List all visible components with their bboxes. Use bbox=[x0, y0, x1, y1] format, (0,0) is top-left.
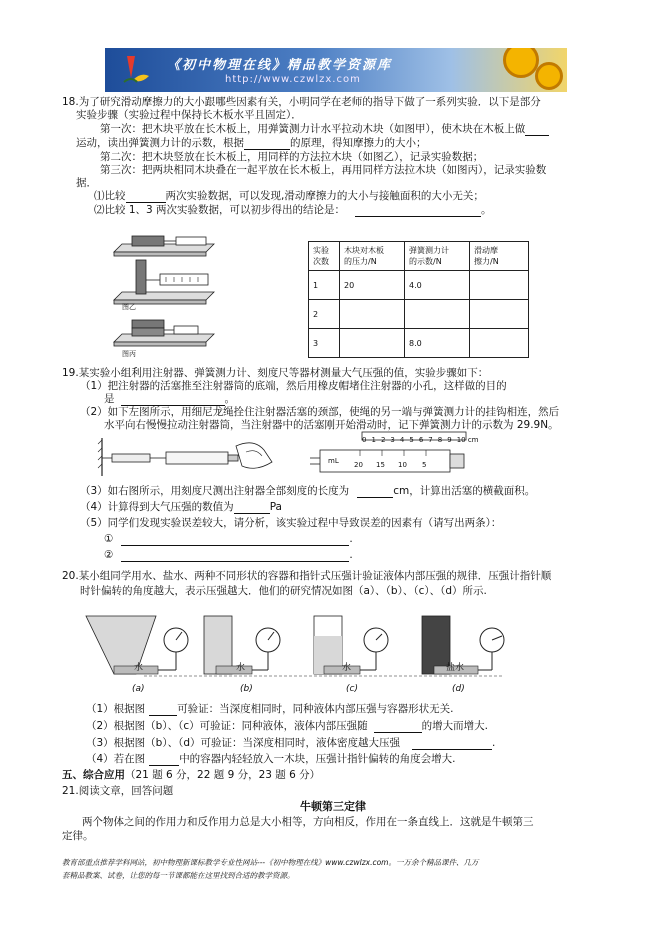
table-cell: 2 bbox=[309, 300, 340, 329]
table-header-cell: 弹簧测力计 的示数/N bbox=[405, 242, 470, 271]
answer-blank[interactable] bbox=[149, 704, 177, 716]
table-header-cell: 滑动摩 擦力/N bbox=[470, 242, 529, 271]
q18-line4-text: 运动，读出弹簧测力计的示数，根据 bbox=[76, 137, 244, 149]
q18-line3-text: 第一次：把木块平放在长木板上，用弹簧测力计水平拉动木块（如图甲），使木块在木板上做 bbox=[100, 123, 526, 135]
header-banner bbox=[105, 48, 567, 92]
q18-line4b-text: 的原理，得知摩擦力的大小； bbox=[290, 137, 427, 149]
q19-blank2 bbox=[104, 548, 353, 562]
syringe-pull-figure bbox=[96, 432, 296, 480]
footer-line1: 教育部重点推荐学科网站，初中物理新课标教学专业性网站---《初中物理在线》www.czwlzx.com。一万余个精品课件、几万 bbox=[62, 858, 479, 867]
table-cell: 1 bbox=[309, 271, 340, 300]
q18-sub2 bbox=[94, 203, 492, 217]
q19-step3 bbox=[80, 484, 535, 498]
q19-step4 bbox=[80, 500, 282, 514]
q18-sub1 bbox=[94, 189, 484, 203]
q18-line7: 据． bbox=[76, 177, 97, 189]
q20-s4 bbox=[86, 752, 456, 766]
answer-blank[interactable] bbox=[244, 138, 290, 150]
q20-line1: 20.某小组同学用水、盐水、两种不同形状的容器和指针式压强计验证液体内部压强的规律．压强计指针顺 bbox=[62, 570, 552, 582]
liquid-label-a: 水 bbox=[134, 663, 144, 673]
figure-yi bbox=[114, 260, 214, 304]
q19-step3b: cm，计算出活塞的横截面积。 bbox=[393, 485, 536, 497]
q19-blank1 bbox=[104, 532, 353, 546]
table-cell[interactable] bbox=[340, 300, 405, 329]
q19-step2b: 水平向右慢慢拉动注射器筒，当注射器中的活塞刚开始滑动时，记下弹簧测力计的示数为 29.9N。 bbox=[104, 419, 559, 431]
answer-blank[interactable] bbox=[355, 205, 481, 217]
table-cell: 4.0 bbox=[405, 271, 470, 300]
table-cell: 20 bbox=[340, 271, 405, 300]
logo-icon bbox=[121, 54, 151, 86]
ruler-ticks: 012345678910 cm bbox=[362, 436, 479, 444]
footer-line2: 套精品教案、试卷，让您的每一节课都能在这里找到合适的教学资源。 bbox=[62, 871, 295, 880]
q20-s2a: （2）根据图（b）、（c）可验证：同种液体，液体内部压强随 bbox=[86, 720, 368, 732]
sunflower-icon bbox=[503, 48, 539, 78]
answer-blank[interactable] bbox=[234, 502, 270, 514]
q18-line2: 实验步骤（实验过程中保持长木板水平且固定）． bbox=[76, 109, 302, 121]
syringe-tick: 5 bbox=[422, 461, 427, 469]
fig-label-bing: 图丙 bbox=[122, 350, 136, 358]
syringe-tick: 15 bbox=[376, 461, 385, 469]
table-row bbox=[309, 300, 529, 329]
q18-figures bbox=[110, 230, 220, 360]
q20-s3 bbox=[86, 736, 495, 750]
table-row bbox=[309, 271, 529, 300]
table-cell: 3 bbox=[309, 329, 340, 358]
article-p2: 定律。 bbox=[62, 830, 94, 842]
banner-title: 《初中物理在线》精品教学资源库 bbox=[167, 58, 393, 73]
answer-blank[interactable] bbox=[374, 721, 422, 733]
liquid-label-b: 水 bbox=[236, 663, 246, 673]
figure-label-b: (b) bbox=[240, 684, 253, 694]
q19-step5: （5）同学们发现实验误差较大，请分析，该实验过程中导致误差的因素有（请写出两条）： bbox=[80, 517, 502, 529]
answer-blank[interactable] bbox=[357, 486, 393, 498]
answer-blank[interactable] bbox=[412, 738, 492, 750]
q19-blank2-end: . bbox=[349, 549, 353, 561]
figure-label-d: (d) bbox=[452, 684, 465, 694]
figure-label-a: (a) bbox=[132, 684, 145, 694]
syringe-tick: 20 bbox=[354, 461, 363, 469]
answer-blank[interactable] bbox=[126, 191, 166, 203]
q20-s3b: . bbox=[492, 737, 496, 749]
q19-step4a: （4）计算得到大气压强的数值为 bbox=[80, 501, 234, 513]
table-cell: 8.0 bbox=[405, 329, 470, 358]
q20-line2: 时针偏转的角度越大，表示压强越大．他们的研究情况如图（a）、（b）、（c）、（d）所示. bbox=[80, 585, 487, 597]
q18-line1: 18.为了研究滑动摩擦力的大小跟哪些因素有关，小明同学在老师的指导下做了一系列实验．以下是部分 bbox=[62, 96, 541, 108]
liquid-label-d: 盐水 bbox=[446, 663, 465, 673]
q19-blank1-label: ① bbox=[104, 533, 114, 545]
fig-label-yi: 图乙 bbox=[122, 303, 136, 311]
q20-s3a: （3）根据图（b）、（d）可验证：当深度相同时，液体密度越大压强 bbox=[86, 737, 401, 749]
q18-sub1b: 两次实验数据，可以发现,滑动摩擦力的大小与接触面积的大小无关； bbox=[165, 190, 484, 202]
q18-data-table bbox=[308, 241, 529, 358]
sunflower-icon bbox=[535, 62, 563, 90]
q19-step1b-text: 是 bbox=[104, 393, 115, 405]
q18-line3 bbox=[100, 122, 549, 136]
q21-line: 21.阅读文章，回答问题 bbox=[62, 785, 174, 797]
figure-jia bbox=[114, 236, 214, 256]
q20-s4a: （4）若在图 bbox=[86, 753, 146, 765]
syringe-unit: mL bbox=[328, 457, 339, 465]
q18-line6: 第三次：把两块相同木块叠在一起平放在长木板上，再用同样方法拉木块（如图丙），记录实验数 bbox=[100, 164, 547, 176]
q18-line4 bbox=[76, 136, 427, 150]
figure-bing bbox=[114, 320, 214, 346]
article-title: 牛顿第三定律 bbox=[300, 800, 366, 813]
q18-line5: 第二次：把木块竖放在长木板上，用同样的方法拉木块（如图乙），记录实验数据； bbox=[100, 151, 484, 163]
answer-blank[interactable] bbox=[149, 754, 179, 766]
q19-step1c: 。 bbox=[224, 393, 235, 405]
q19-line1: 19.某实验小组利用注射器、弹簧测力计、刻度尺等器材测量大气压强的值，实验步骤如下： bbox=[62, 367, 489, 379]
q20-s2 bbox=[86, 719, 488, 733]
q19-step1b bbox=[104, 392, 235, 406]
table-cell[interactable] bbox=[340, 329, 405, 358]
q19-step3a: （3）如右图所示，用刻度尺测出注射器全部刻度的长度为 bbox=[80, 485, 350, 497]
answer-blank[interactable] bbox=[121, 550, 349, 562]
answer-blank[interactable] bbox=[525, 124, 549, 136]
banner-url: http://www.czwlzx.com bbox=[225, 74, 361, 85]
section5-points: （21 题 6 分，22 题 9 分，23 题 6 分） bbox=[125, 769, 321, 781]
q19-step2a: （2）如下左图所示，用细尼龙绳拴住注射器活塞的颈部，使绳的另一端与弹簧测力计的挂钩相连，然后 bbox=[80, 406, 560, 418]
section5-title: 五、综合应用 bbox=[62, 769, 125, 781]
q18-sub2-end: 。 bbox=[481, 204, 492, 216]
table-header-cell: 木块对木板 的压力/N bbox=[340, 242, 405, 271]
answer-blank[interactable] bbox=[121, 534, 349, 546]
q20-s1b: 可验证：当深度相同时，同种液体内部压强与容器形状无关. bbox=[177, 703, 454, 715]
table-cell[interactable] bbox=[470, 271, 529, 300]
q18-sub1a: ⑴比较 bbox=[94, 190, 126, 202]
q19-step1a: （1）把注射器的活塞推至注射器筒的底端，然后用橡皮帽堵住注射器的小孔，这样做的目的 bbox=[80, 380, 507, 392]
q19-blank2-label: ② bbox=[104, 549, 114, 561]
q20-s1a: （1）根据图 bbox=[86, 703, 146, 715]
q19-blank1-end: . bbox=[349, 533, 353, 545]
table-header-cell: 实验 次数 bbox=[309, 242, 340, 271]
table-header-row bbox=[309, 242, 529, 271]
table-cell[interactable] bbox=[470, 300, 529, 329]
q20-s2b: 的增大而增大. bbox=[421, 720, 488, 732]
q20-s4b: 中的容器内轻轻放入一木块，压强计指针偏转的角度会增大. bbox=[179, 753, 456, 765]
table-cell[interactable] bbox=[405, 300, 470, 329]
figure-label-c: (c) bbox=[346, 684, 358, 694]
syringe-tick: 10 bbox=[398, 461, 407, 469]
q20-s1 bbox=[86, 702, 454, 716]
article-p1: 两个物体之间的作用力和反作用力总是大小相等，方向相反，作用在一条直线上．这就是牛顿第三 bbox=[82, 816, 534, 828]
table-row bbox=[309, 329, 529, 358]
liquid-label-c: 水 bbox=[342, 663, 352, 673]
q19-step4b: Pa bbox=[269, 501, 282, 513]
section5-heading bbox=[62, 768, 320, 782]
q18-sub2-text: ⑵比较 1、3 两次实验数据，可以初步得出的结论是： bbox=[94, 204, 346, 216]
table-cell[interactable] bbox=[470, 329, 529, 358]
